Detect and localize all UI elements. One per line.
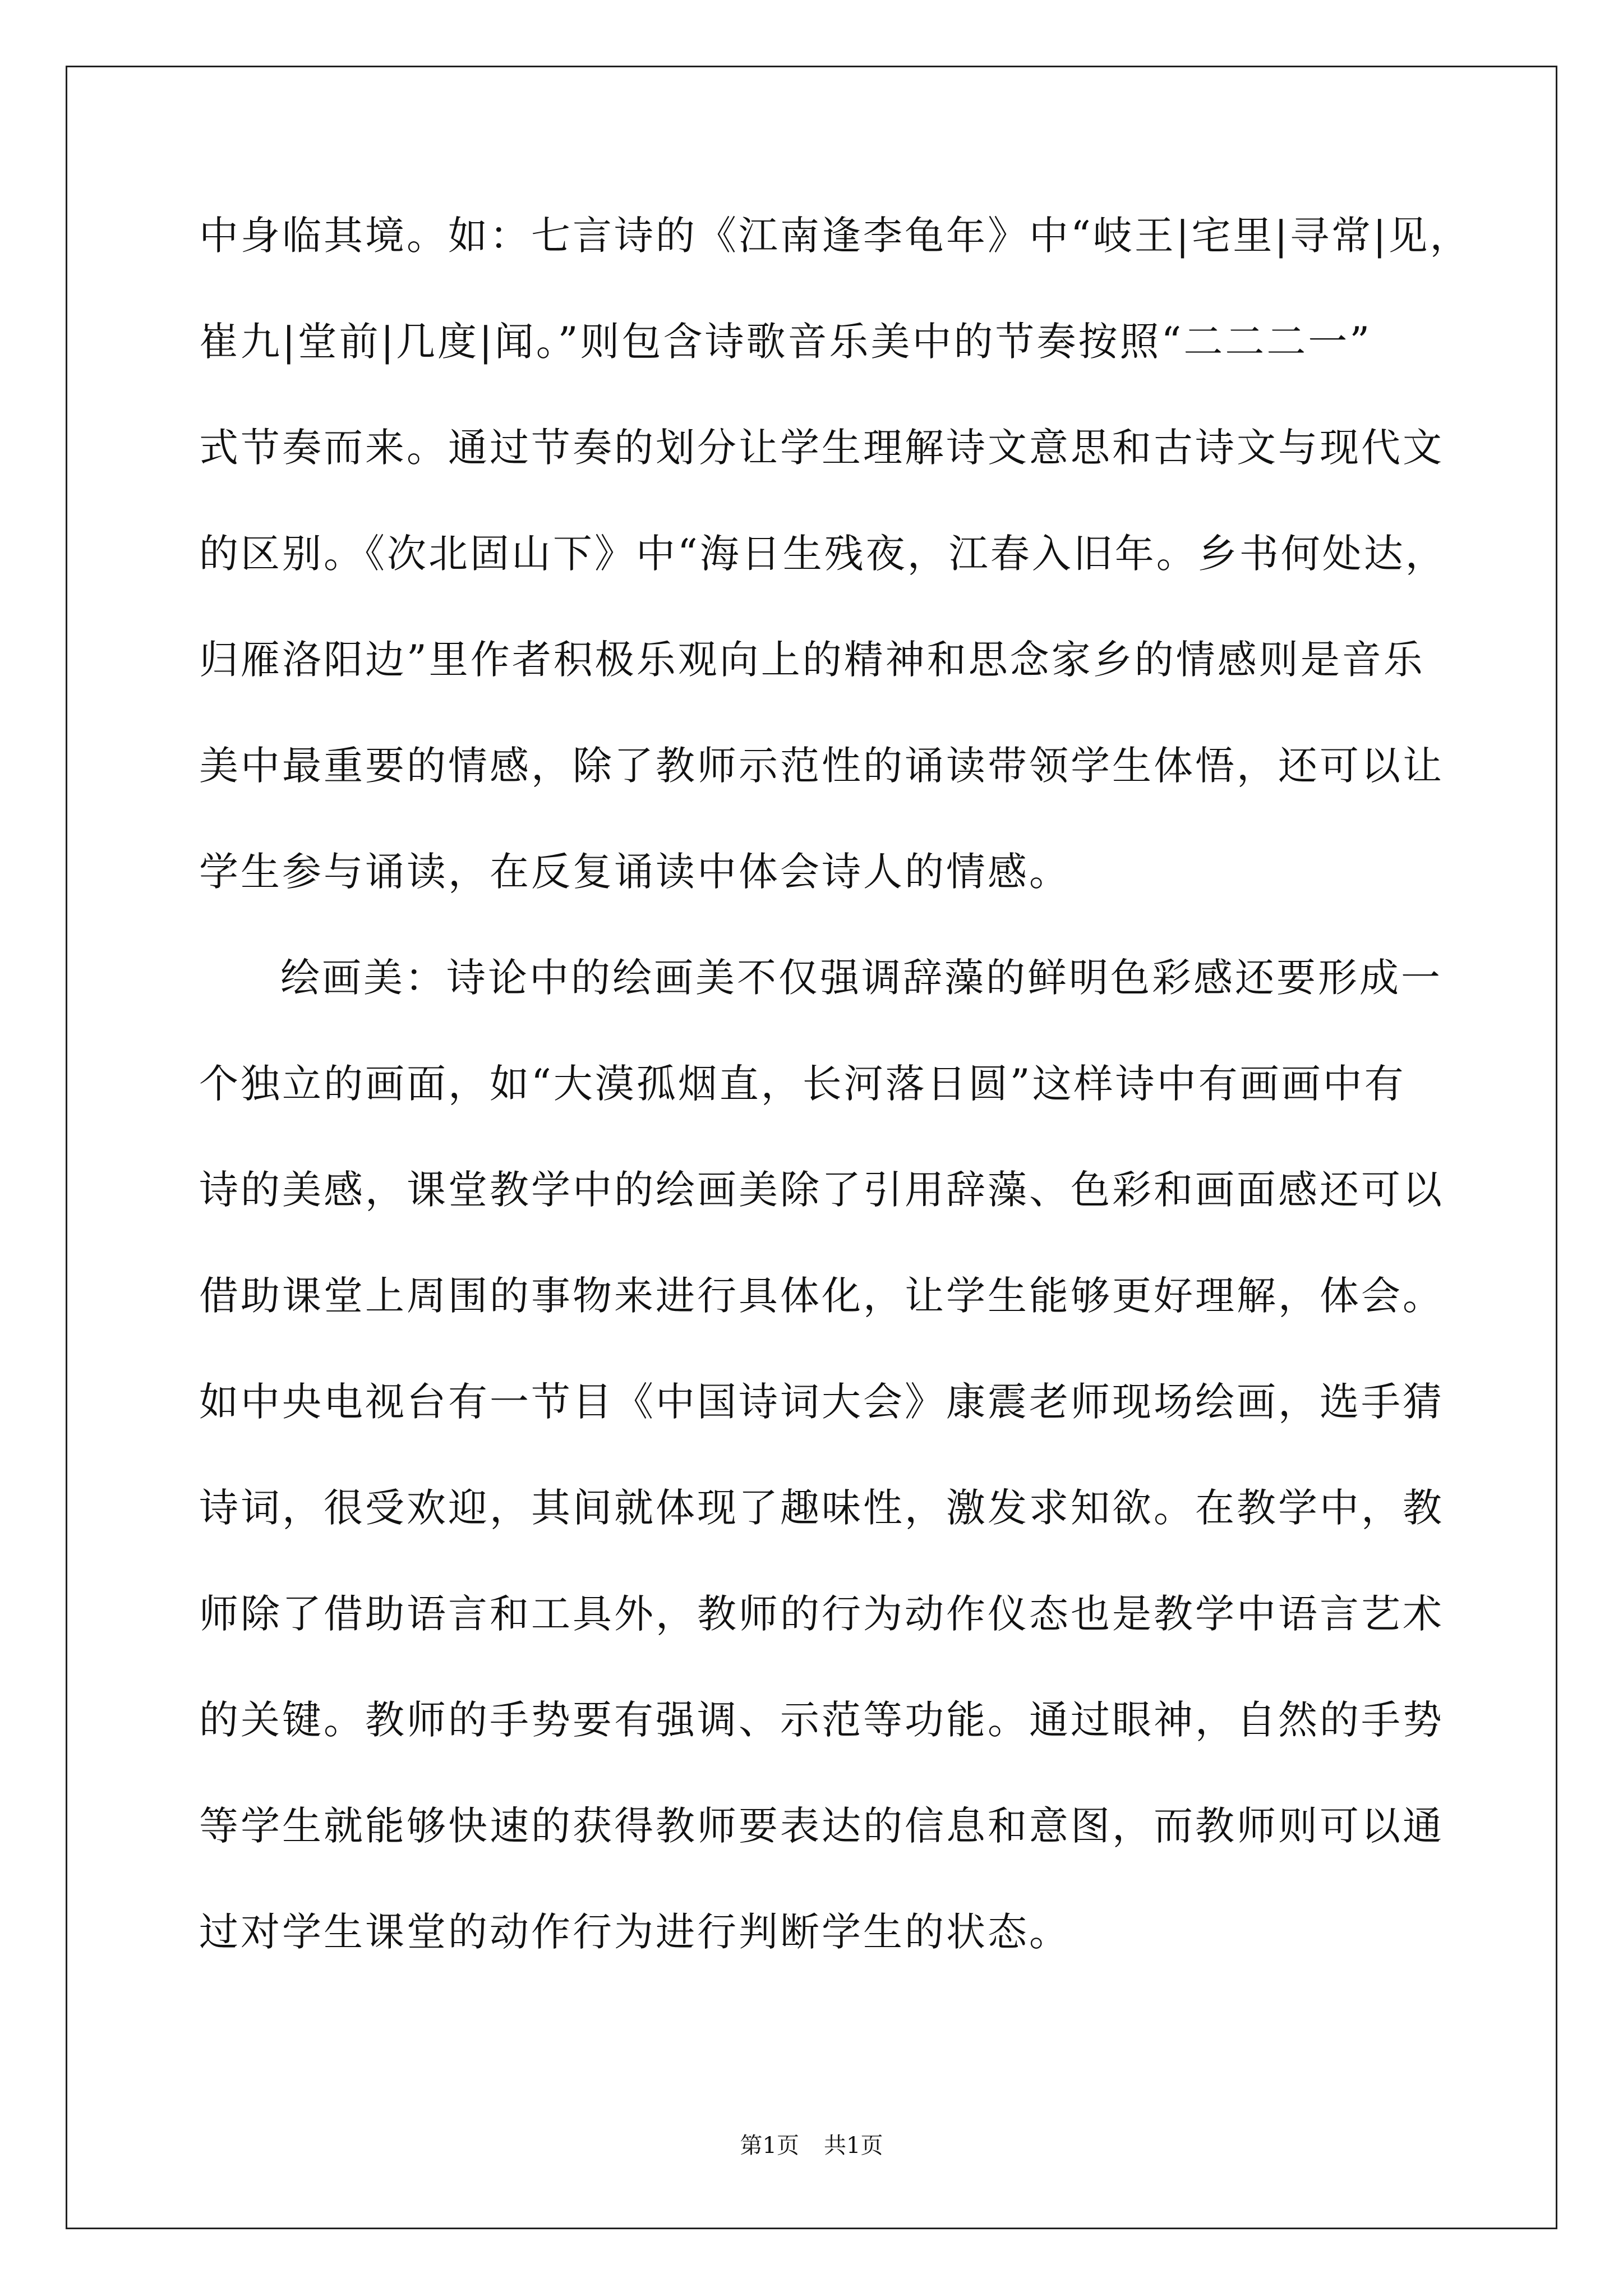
text-line: 归雁洛阳边”里作者积极乐观向上的精神和思念家乡的情感则是音乐 [199,637,1425,683]
text-line: 美中最重要的情感，除了教师示范性的诵读带领学生体悟，还可以让 [199,743,1444,789]
text-line: 的区别。《次北固山下》中“海日生残夜，江春入旧年。乡书何处达， [199,531,1447,577]
text-line: 式节奏而来。通过节奏的划分让学生理解诗文意思和古诗文与现代文 [199,425,1444,471]
text-line: 如中央电视台有一节目《中国诗词大会》康震老师现场绘画，选手猜 [199,1379,1444,1425]
text-line: 中身临其境。如：七言诗的《江南逢李龟年》中“岐王|宅里|寻常|见， [199,213,1472,259]
text-line: 个独立的画面，如“大漠孤烟直，长河落日圆”这样诗中有画画中有 [199,1061,1406,1107]
page-total: 共1页 [824,2133,883,2159]
text-line: 学生参与诵读，在反复诵读中体会诗人的情感。 [199,849,1071,895]
text-line: 诗词，很受欢迎，其间就体现了趣味性，激发求知欲。在教学中，教 [199,1485,1444,1531]
page-number: 第1页 [740,2133,799,2159]
text-line: 借助课堂上周围的事物来进行具体化，让学生能够更好理解，体会。 [199,1273,1444,1319]
text-line: 诗的美感，课堂教学中的绘画美除了引用辞藻、色彩和画面感还可以 [199,1167,1444,1213]
text-line: 的关键。教师的手势要有强调、示范等功能。通过眼神，自然的手势 [199,1697,1444,1743]
document-body [199,208,1472,2010]
text-line: 崔九|堂前|几度|闻。”则包含诗歌音乐美中的节奏按照“二二二一” [199,319,1372,365]
text-line: 等学生就能够快速的获得教师要表达的信息和意图，而教师则可以通 [199,1803,1444,1849]
paragraph-start-line: 绘画美：诗论中的绘画美不仅强调辞藻的鲜明色彩感还要形成一 [280,955,1442,1001]
page-footer [0,2132,1623,2160]
text-line: 过对学生课堂的动作行为进行判断学生的状态。 [199,1909,1071,1955]
text-line: 师除了借助语言和工具外，教师的行为动作仪态也是教学中语言艺术 [199,1591,1444,1637]
